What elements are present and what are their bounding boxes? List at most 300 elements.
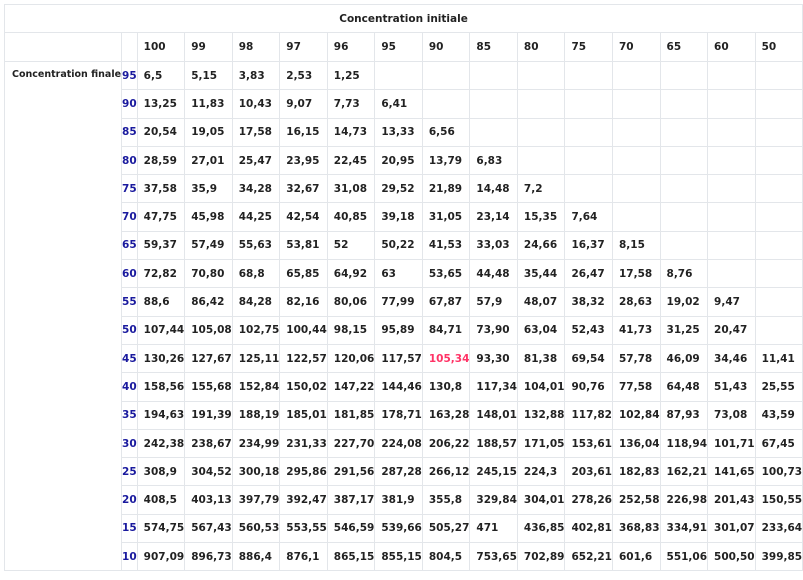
value-cell: 8,76: [660, 260, 708, 288]
empty-cell: [470, 90, 518, 118]
empty-cell: [755, 90, 803, 118]
empty-cell: [708, 90, 756, 118]
value-cell: 13,79: [422, 146, 470, 174]
value-cell: 150,02: [280, 373, 328, 401]
value-cell: 57,9: [470, 288, 518, 316]
value-cell: 245,15: [470, 458, 518, 486]
value-cell: 224,3: [517, 458, 565, 486]
value-cell: 100,44: [280, 316, 328, 344]
value-cell: 155,68: [185, 373, 233, 401]
value-cell: 567,43: [185, 514, 233, 542]
value-cell: 505,27: [422, 514, 470, 542]
empty-cell: [517, 62, 565, 90]
header-empty-cell: [5, 33, 122, 62]
value-cell: 34,28: [232, 175, 280, 203]
value-cell: 148,01: [470, 401, 518, 429]
empty-cell: [755, 260, 803, 288]
row-key: 55: [122, 288, 138, 316]
empty-cell: [375, 62, 423, 90]
value-cell: 876,1: [280, 543, 328, 571]
value-cell: 7,73: [327, 90, 375, 118]
value-cell: 35,9: [185, 175, 233, 203]
value-cell: 6,41: [375, 90, 423, 118]
value-cell: 50,22: [375, 231, 423, 259]
column-header: 75: [565, 33, 613, 62]
value-cell: 355,8: [422, 486, 470, 514]
value-cell: 233,64: [755, 514, 803, 542]
table-row: [5, 316, 803, 344]
value-cell: 68,8: [232, 260, 280, 288]
value-cell: 147,22: [327, 373, 375, 401]
column-header: 60: [708, 33, 756, 62]
row-key: 65: [122, 231, 138, 259]
value-cell: 31,08: [327, 175, 375, 203]
value-cell: 907,09: [137, 543, 185, 571]
value-cell: 334,91: [660, 514, 708, 542]
empty-cell: [612, 146, 660, 174]
value-cell: 206,22: [422, 429, 470, 457]
value-cell: 125,11: [232, 344, 280, 372]
value-cell: 3,83: [232, 62, 280, 90]
value-cell: 574,75: [137, 514, 185, 542]
value-cell: 84,28: [232, 288, 280, 316]
value-cell: 238,67: [185, 429, 233, 457]
value-cell: 27,01: [185, 146, 233, 174]
empty-cell: [755, 231, 803, 259]
table-body: [5, 5, 803, 571]
value-cell: 14,48: [470, 175, 518, 203]
value-cell: 29,52: [375, 175, 423, 203]
value-cell: 52: [327, 231, 375, 259]
row-key: 45: [122, 344, 138, 372]
value-cell: 34,46: [708, 344, 756, 372]
value-cell: 601,6: [612, 543, 660, 571]
value-cell: 171,05: [517, 429, 565, 457]
value-cell: 53,65: [422, 260, 470, 288]
empty-cell: [565, 175, 613, 203]
value-cell: 153,61: [565, 429, 613, 457]
value-cell: 227,70: [327, 429, 375, 457]
value-cell: 55,63: [232, 231, 280, 259]
value-cell: 804,5: [422, 543, 470, 571]
value-cell: 5,15: [185, 62, 233, 90]
row-key: 80: [122, 146, 138, 174]
value-cell: 560,53: [232, 514, 280, 542]
value-cell: 38,32: [565, 288, 613, 316]
title-row: [5, 5, 803, 33]
row-key: 70: [122, 203, 138, 231]
dilution-table: [4, 4, 803, 571]
value-cell: 203,61: [565, 458, 613, 486]
value-cell: 41,73: [612, 316, 660, 344]
value-cell: 65,85: [280, 260, 328, 288]
value-cell: 87,93: [660, 401, 708, 429]
empty-cell: [708, 203, 756, 231]
empty-cell: [612, 118, 660, 146]
value-cell: 304,52: [185, 458, 233, 486]
value-cell: 130,8: [422, 373, 470, 401]
row-key: 30: [122, 429, 138, 457]
value-cell: 20,54: [137, 118, 185, 146]
empty-cell: [755, 316, 803, 344]
value-cell: 67,87: [422, 288, 470, 316]
value-cell: 73,08: [708, 401, 756, 429]
value-cell: 402,81: [565, 514, 613, 542]
value-cell: 368,83: [612, 514, 660, 542]
empty-cell: [660, 146, 708, 174]
value-cell: 102,84: [612, 401, 660, 429]
value-cell: 896,73: [185, 543, 233, 571]
value-cell: 855,15: [375, 543, 423, 571]
column-header: 65: [660, 33, 708, 62]
value-cell: 81,38: [517, 344, 565, 372]
value-cell: 22,45: [327, 146, 375, 174]
column-header: 80: [517, 33, 565, 62]
table-row: [5, 514, 803, 542]
value-cell: 392,47: [280, 486, 328, 514]
empty-cell: [422, 62, 470, 90]
table-row: [5, 146, 803, 174]
value-cell: 120,06: [327, 344, 375, 372]
value-cell: 287,28: [375, 458, 423, 486]
empty-cell: [708, 231, 756, 259]
column-header: 50: [755, 33, 803, 62]
table-row: [5, 118, 803, 146]
empty-cell: [517, 90, 565, 118]
value-cell: 117,82: [565, 401, 613, 429]
value-cell: 144,46: [375, 373, 423, 401]
empty-cell: [422, 90, 470, 118]
highlighted-value-cell: 105,34: [422, 344, 470, 372]
table-row: [5, 231, 803, 259]
table-row: [5, 401, 803, 429]
value-cell: 31,05: [422, 203, 470, 231]
value-cell: 242,38: [137, 429, 185, 457]
row-key: 35: [122, 401, 138, 429]
value-cell: 234,99: [232, 429, 280, 457]
row-key: 95: [122, 62, 138, 90]
empty-cell: [708, 146, 756, 174]
table-row: [5, 288, 803, 316]
value-cell: 44,25: [232, 203, 280, 231]
value-cell: 28,59: [137, 146, 185, 174]
value-cell: 304,01: [517, 486, 565, 514]
value-cell: 17,58: [612, 260, 660, 288]
empty-cell: [755, 175, 803, 203]
column-header: 100: [137, 33, 185, 62]
value-cell: 88,6: [137, 288, 185, 316]
value-cell: 8,15: [612, 231, 660, 259]
column-header: 70: [612, 33, 660, 62]
empty-cell: [565, 146, 613, 174]
value-cell: 82,16: [280, 288, 328, 316]
value-cell: 64,48: [660, 373, 708, 401]
value-cell: 105,08: [185, 316, 233, 344]
value-cell: 162,21: [660, 458, 708, 486]
value-cell: 300,18: [232, 458, 280, 486]
value-cell: 11,41: [755, 344, 803, 372]
value-cell: 539,66: [375, 514, 423, 542]
column-header: 99: [185, 33, 233, 62]
empty-cell: [755, 203, 803, 231]
empty-cell: [565, 62, 613, 90]
value-cell: 224,08: [375, 429, 423, 457]
value-cell: 865,15: [327, 543, 375, 571]
value-cell: 69,54: [565, 344, 613, 372]
value-cell: 185,01: [280, 401, 328, 429]
table-row: [5, 486, 803, 514]
value-cell: 122,57: [280, 344, 328, 372]
value-cell: 64,92: [327, 260, 375, 288]
value-cell: 152,84: [232, 373, 280, 401]
table-row: [5, 203, 803, 231]
value-cell: 182,83: [612, 458, 660, 486]
value-cell: 25,55: [755, 373, 803, 401]
value-cell: 90,76: [565, 373, 613, 401]
value-cell: 21,89: [422, 175, 470, 203]
value-cell: 41,53: [422, 231, 470, 259]
value-cell: 72,82: [137, 260, 185, 288]
table-row: [5, 175, 803, 203]
value-cell: 35,44: [517, 260, 565, 288]
row-key: 60: [122, 260, 138, 288]
value-cell: 702,89: [517, 543, 565, 571]
value-cell: 231,33: [280, 429, 328, 457]
value-cell: 6,83: [470, 146, 518, 174]
value-cell: 301,07: [708, 514, 756, 542]
value-cell: 2,53: [280, 62, 328, 90]
value-cell: 14,73: [327, 118, 375, 146]
value-cell: 11,83: [185, 90, 233, 118]
value-cell: 86,42: [185, 288, 233, 316]
table-row: [5, 90, 803, 118]
value-cell: 16,37: [565, 231, 613, 259]
empty-cell: [708, 118, 756, 146]
column-header: 98: [232, 33, 280, 62]
value-cell: 551,06: [660, 543, 708, 571]
empty-cell: [612, 62, 660, 90]
value-cell: 51,43: [708, 373, 756, 401]
value-cell: 329,84: [470, 486, 518, 514]
value-cell: 95,89: [375, 316, 423, 344]
value-cell: 47,75: [137, 203, 185, 231]
value-cell: 53,81: [280, 231, 328, 259]
column-header: 90: [422, 33, 470, 62]
empty-cell: [660, 175, 708, 203]
empty-cell: [708, 175, 756, 203]
value-cell: 150,55: [755, 486, 803, 514]
value-cell: 24,66: [517, 231, 565, 259]
value-cell: 201,43: [708, 486, 756, 514]
column-header: 85: [470, 33, 518, 62]
value-cell: 9,47: [708, 288, 756, 316]
value-cell: 266,12: [422, 458, 470, 486]
value-cell: 16,15: [280, 118, 328, 146]
empty-cell: [660, 62, 708, 90]
value-cell: 500,50: [708, 543, 756, 571]
value-cell: 6,5: [137, 62, 185, 90]
value-cell: 7,2: [517, 175, 565, 203]
value-cell: 19,02: [660, 288, 708, 316]
value-cell: 408,5: [137, 486, 185, 514]
value-cell: 98,15: [327, 316, 375, 344]
value-cell: 886,4: [232, 543, 280, 571]
empty-cell: [755, 146, 803, 174]
value-cell: 23,14: [470, 203, 518, 231]
value-cell: 33,03: [470, 231, 518, 259]
value-cell: 39,18: [375, 203, 423, 231]
table-row: [5, 429, 803, 457]
value-cell: 117,57: [375, 344, 423, 372]
empty-cell: [517, 118, 565, 146]
value-cell: 67,45: [755, 429, 803, 457]
table-row: [5, 62, 803, 90]
value-cell: 32,67: [280, 175, 328, 203]
value-cell: 42,54: [280, 203, 328, 231]
column-header: 95: [375, 33, 423, 62]
row-key: 20: [122, 486, 138, 514]
row-key: 50: [122, 316, 138, 344]
value-cell: 291,56: [327, 458, 375, 486]
value-cell: 132,88: [517, 401, 565, 429]
row-key: 85: [122, 118, 138, 146]
empty-cell: [755, 118, 803, 146]
value-cell: 9,07: [280, 90, 328, 118]
column-header: 96: [327, 33, 375, 62]
empty-cell: [660, 231, 708, 259]
value-cell: 10,43: [232, 90, 280, 118]
value-cell: 48,07: [517, 288, 565, 316]
value-cell: 77,58: [612, 373, 660, 401]
value-cell: 436,85: [517, 514, 565, 542]
table-row: [5, 458, 803, 486]
column-header: 97: [280, 33, 328, 62]
value-cell: 19,05: [185, 118, 233, 146]
value-cell: 118,94: [660, 429, 708, 457]
value-cell: 59,37: [137, 231, 185, 259]
value-cell: 188,57: [470, 429, 518, 457]
value-cell: 37,58: [137, 175, 185, 203]
value-cell: 399,85: [755, 543, 803, 571]
empty-cell: [517, 146, 565, 174]
column-header-row: [5, 33, 803, 62]
value-cell: 181,85: [327, 401, 375, 429]
value-cell: 141,65: [708, 458, 756, 486]
value-cell: 188,19: [232, 401, 280, 429]
value-cell: 136,04: [612, 429, 660, 457]
value-cell: 397,79: [232, 486, 280, 514]
value-cell: 63: [375, 260, 423, 288]
value-cell: 17,58: [232, 118, 280, 146]
value-cell: 130,26: [137, 344, 185, 372]
value-cell: 45,98: [185, 203, 233, 231]
value-cell: 15,35: [517, 203, 565, 231]
value-cell: 23,95: [280, 146, 328, 174]
empty-cell: [612, 175, 660, 203]
value-cell: 26,47: [565, 260, 613, 288]
value-cell: 93,30: [470, 344, 518, 372]
value-cell: 13,33: [375, 118, 423, 146]
value-cell: 102,75: [232, 316, 280, 344]
value-cell: 387,17: [327, 486, 375, 514]
empty-cell: [755, 62, 803, 90]
value-cell: 43,59: [755, 401, 803, 429]
table-title: Concentration initiale: [5, 5, 803, 33]
value-cell: 73,90: [470, 316, 518, 344]
value-cell: 546,59: [327, 514, 375, 542]
value-cell: 178,71: [375, 401, 423, 429]
empty-cell: [470, 62, 518, 90]
value-cell: 6,56: [422, 118, 470, 146]
value-cell: 101,71: [708, 429, 756, 457]
value-cell: 158,56: [137, 373, 185, 401]
value-cell: 20,95: [375, 146, 423, 174]
empty-cell: [660, 203, 708, 231]
value-cell: 403,13: [185, 486, 233, 514]
value-cell: 57,78: [612, 344, 660, 372]
value-cell: 40,85: [327, 203, 375, 231]
table-row: [5, 543, 803, 571]
row-key: 40: [122, 373, 138, 401]
value-cell: 252,58: [612, 486, 660, 514]
value-cell: 25,47: [232, 146, 280, 174]
table-row: [5, 373, 803, 401]
value-cell: 31,25: [660, 316, 708, 344]
empty-cell: [565, 118, 613, 146]
value-cell: 117,34: [470, 373, 518, 401]
value-cell: 194,63: [137, 401, 185, 429]
value-cell: 753,65: [470, 543, 518, 571]
value-cell: 191,39: [185, 401, 233, 429]
empty-cell: [612, 203, 660, 231]
value-cell: 57,49: [185, 231, 233, 259]
row-key: 25: [122, 458, 138, 486]
value-cell: 13,25: [137, 90, 185, 118]
empty-cell: [565, 90, 613, 118]
row-key: 15: [122, 514, 138, 542]
value-cell: 63,04: [517, 316, 565, 344]
value-cell: 278,26: [565, 486, 613, 514]
empty-cell: [755, 288, 803, 316]
empty-cell: [660, 118, 708, 146]
header-empty-cell: [122, 33, 138, 62]
empty-cell: [470, 118, 518, 146]
value-cell: 84,71: [422, 316, 470, 344]
value-cell: 46,09: [660, 344, 708, 372]
value-cell: 308,9: [137, 458, 185, 486]
value-cell: 1,25: [327, 62, 375, 90]
value-cell: 107,44: [137, 316, 185, 344]
row-key: 75: [122, 175, 138, 203]
row-key: 90: [122, 90, 138, 118]
value-cell: 381,9: [375, 486, 423, 514]
value-cell: 295,86: [280, 458, 328, 486]
value-cell: 28,63: [612, 288, 660, 316]
value-cell: 80,06: [327, 288, 375, 316]
value-cell: 226,98: [660, 486, 708, 514]
table-row: [5, 344, 803, 372]
value-cell: 77,99: [375, 288, 423, 316]
value-cell: 471: [470, 514, 518, 542]
empty-cell: [708, 62, 756, 90]
value-cell: 163,28: [422, 401, 470, 429]
value-cell: 7,64: [565, 203, 613, 231]
value-cell: 70,80: [185, 260, 233, 288]
row-header-label: Concentration finale: [5, 62, 122, 571]
value-cell: 44,48: [470, 260, 518, 288]
value-cell: 553,55: [280, 514, 328, 542]
value-cell: 652,21: [565, 543, 613, 571]
